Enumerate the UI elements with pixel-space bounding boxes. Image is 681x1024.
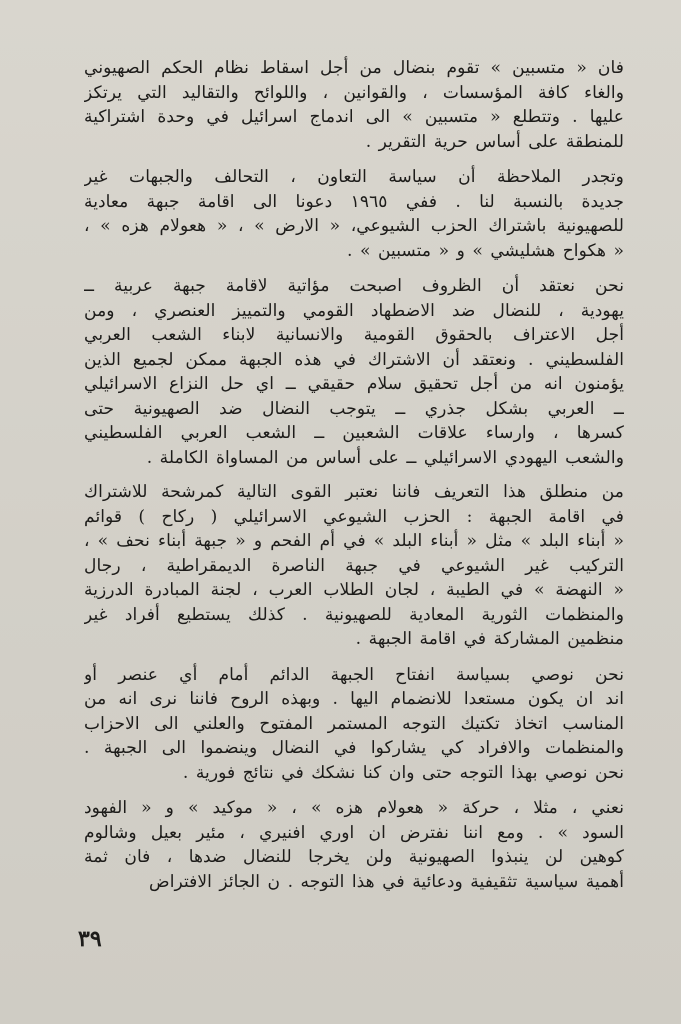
text-line: والغاء كافة المؤسسات ، والقوانين ، واللوائح والتقاليد التي يرتكز — [84, 82, 624, 103]
text-line: والمنظمات والافراد كي يشاركوا في النضال وينضموا الى الجبهة . — [84, 738, 624, 758]
text-line: التركيب غير الشيوعي في جبهة الناصرة الديمقراطية ، رجال — [84, 555, 624, 576]
text-line: نحن نعتقد أن الظروف اصبحت مؤاتية لاقامة جبهة عربية ــ — [84, 276, 624, 296]
text-line: اند ان يكون مستعدا للانضمام اليها . وبهذه الروح فاننا نرى انه من — [84, 689, 624, 709]
paragraph-5 — [84, 663, 624, 786]
text-line: « هكواح هشليشي » و « متسبين » . — [347, 240, 624, 261]
text-line: ــ العربي بشكل جذري ــ يتوجب النضال ضد الصهيونية حتى — [84, 398, 624, 419]
text-line: السود » . ومع اننا نفترض ان اوري افنيري ، مئير بعيل وشالوم — [84, 822, 624, 843]
text-line: يهودية ، للنضال ضد الاضطهاد القومي والتمييز العنصري ، ومن — [84, 300, 624, 321]
text-line: كسرها ، وارساء علاقات الشعبين ــ الشعب العربي الفلسطيني — [84, 423, 624, 443]
paragraph-4 — [84, 480, 624, 652]
text-line: أهمية سياسية تثقيفية ودعائية في هذا التوجه . ن الجائز الافتراض — [148, 871, 624, 892]
text-line: في اقامة الجبهة : الحزب الشيوعي الاسرائيلي ( ركاح ) قوائم — [84, 506, 624, 527]
text-line: فان « متسبين » تقوم بنضال من أجل اسقاط نظام الحكم الصهيوني — [84, 58, 624, 78]
text-line: « أبناء البلد » مثل « أبناء البلد » في أم الفحم و « جبهة أبناء نحف » ، — [84, 531, 624, 551]
text-line: كوهين لن ينبذوا الصهيونية ولن يخرجا للنضال ضدها ، فان ثمة — [84, 847, 624, 867]
text-line: للصهيونية باشتراك الحزب الشيوعي، « الارض » ، « هعولام هزه » ، — [84, 216, 624, 236]
paragraph-2 — [84, 165, 624, 263]
text-line: نحن نوصي بسياسة انفتاح الجبهة الدائم أمام أي عنصر أو — [84, 664, 624, 685]
text-line: للمنطقة على أساس حرية التقرير . — [365, 131, 624, 152]
text-line: أجل الاعتراف بالحقوق القومية والانسانية لابناء الشعب العربي — [84, 325, 624, 345]
page-body-text — [84, 56, 624, 894]
paragraph-1 — [84, 56, 624, 154]
text-line: منظمين المشاركة في اقامة الجبهة . — [355, 629, 624, 649]
text-line: عليها . وتتطلع « متسبين » الى اندماج اسرائيل في وحدة اشتراكية — [84, 107, 624, 127]
text-line: يؤمنون انه من أجل تحقيق سلام حقيقي ــ اي حل النزاع الاسرائيلي — [84, 374, 624, 394]
text-line: « النهضة » في الطيبة ، لجان الطلاب العرب ، لجنة المبادرة الدرزية — [84, 580, 624, 600]
text-line: من منطلق هذا التعريف فاننا نعتبر القوى التالية كمرشحة للاشتراك — [84, 482, 624, 502]
text-line: وتجدر الملاحظة أن سياسة التعاون ، التحالف والجبهات غير — [84, 167, 624, 187]
page-number: ٣٩ — [78, 926, 102, 952]
text-line: جديدة بالنسبة لنا . ففي ١٩٦٥ دعونا الى اقامة جبهة معادية — [84, 191, 624, 212]
text-line: الفلسطيني . ونعتقد أن الاشتراك في هذه الجبهة ممكن لجميع الذين — [84, 349, 624, 370]
text-line: والمنظمات الثورية المعادية للصهيونية . كذلك يستطيع أفراد غير — [84, 604, 624, 625]
text-line: المناسب اتخاذ تكتيك التوجه المستمر المفتوح والعلني الى الاحزاب — [84, 713, 624, 734]
paragraph-6 — [84, 796, 624, 894]
paragraph-3 — [84, 274, 624, 470]
text-line: نحن نوصي بهذا التوجه حتى وان كنا نشكك في نتائج فورية . — [182, 762, 624, 783]
text-line: نعني ، مثلا ، حركة « هعولام هزه » ، « موكيد » و « الفهود — [84, 798, 624, 818]
text-line: والشعب اليهودي الاسرائيلي ــ على أساس من المساواة الكاملة . — [146, 447, 624, 468]
